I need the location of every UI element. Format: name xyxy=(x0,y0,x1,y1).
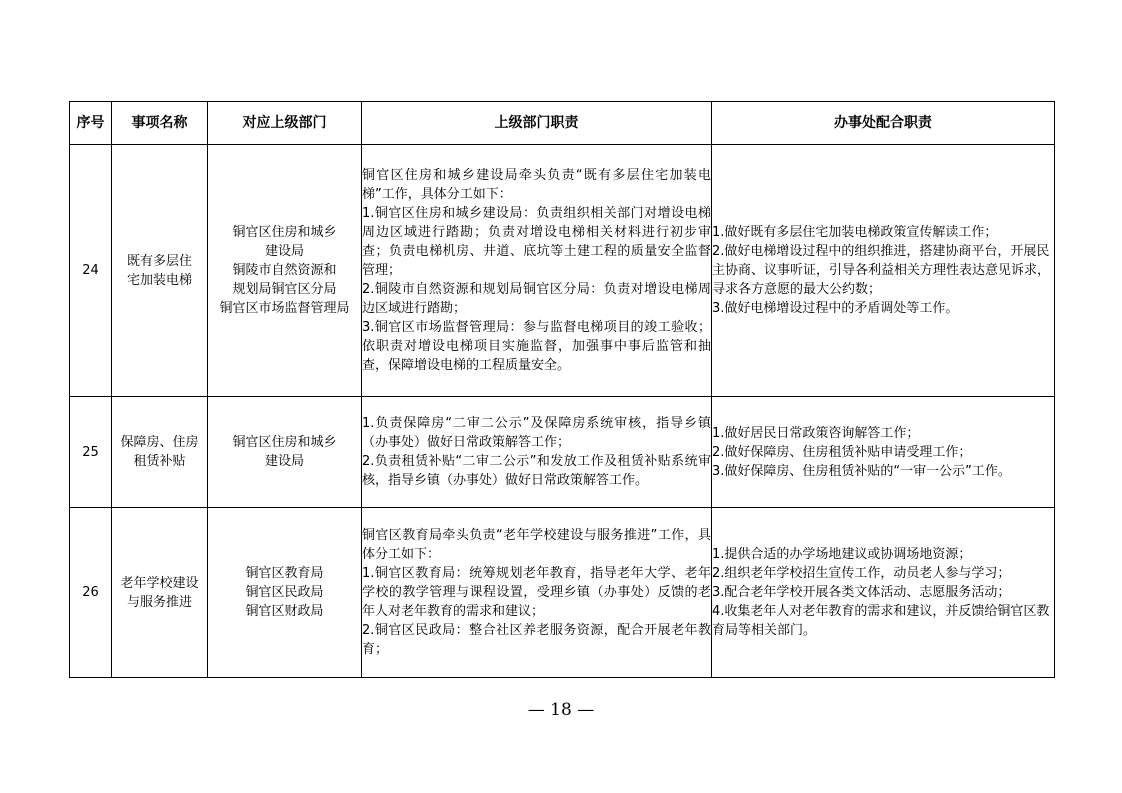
row-number: 25 xyxy=(70,397,112,508)
dept-line: 铜官区民政局 xyxy=(245,585,324,600)
dept-line: 铜官区教育局 xyxy=(245,566,324,581)
page-number: — 18 — xyxy=(527,700,595,720)
responsibility-table xyxy=(69,101,1055,678)
table-row xyxy=(70,397,1055,508)
table-row xyxy=(70,508,1055,678)
office-duties xyxy=(712,145,1055,397)
superior-dept xyxy=(208,145,362,397)
duty-paragraph: 1.提供合适的办学场地建议或协调场地资源； xyxy=(712,547,972,562)
superior-dept xyxy=(208,508,362,678)
dept-line: 建设局 xyxy=(264,244,304,259)
duty-paragraph: 3.配合老年学校开展各类文体活动、志愿服务活动； xyxy=(712,585,1011,600)
duty-paragraph: 2.组织老年学校招生宣传工作，动员老人参与学习； xyxy=(712,566,1011,581)
dept-line: 铜陵市自然资源和 xyxy=(232,263,337,278)
item-name-line: 与服务推进 xyxy=(126,594,192,610)
superior-dept xyxy=(208,397,362,508)
item-name-line: 租赁补贴 xyxy=(133,454,186,469)
table-header-row xyxy=(70,102,1055,145)
duty-paragraph: 3.做好电梯增设过程中的矛盾调处等工作。 xyxy=(712,301,959,316)
dept-line: 建设局 xyxy=(264,454,304,469)
duty-paragraph: 2.负责租赁补贴“二审二公示”和发放工作及租赁补贴系统审核，指导乡镇（办事处）做好日常政策解答工作。 xyxy=(362,454,711,488)
duty-paragraph: 3.铜官区市场监督管理局：参与监督电梯项目的竣工验收；依职责对增设电梯项目实施监督，加强事中事后监管和抽查，保障增设电梯的工程质量安全。 xyxy=(362,320,711,373)
header-superior-duties: 上级部门职责 xyxy=(362,102,712,145)
dept-line: 铜官区住房和城乡 xyxy=(232,225,337,240)
duty-paragraph: 3.做好保障房、住房租赁补贴的“一审一公示”工作。 xyxy=(712,463,1011,479)
duty-paragraph: 1.做好既有多层住宅加装电梯政策宣传解读工作； xyxy=(712,225,998,240)
superior-duties xyxy=(362,508,712,678)
header-seq: 序号 xyxy=(70,102,112,145)
dept-line: 规划局铜官区分局 xyxy=(232,282,337,297)
duty-paragraph: 4.收集老年人对老年教育的需求和建议，并反馈给铜官区教育局等相关部门。 xyxy=(712,604,1050,638)
item-name-line: 宅加装电梯 xyxy=(126,272,192,288)
item-name-line: 老年学校建设 xyxy=(120,575,199,591)
duty-paragraph: 2.铜官区民政局：整合社区养老服务资源，配合开展老年教育； xyxy=(362,623,711,657)
dept-line: 铜官区市场监督管理局 xyxy=(219,301,350,316)
duty-paragraph: 1.铜官区教育局：统筹规划老年教育，指导老年大学、老年学校的教学管理与课程设置，受理乡镇（办事处）反馈的老年人对老年教育的需求和建议； xyxy=(362,566,711,619)
office-duties xyxy=(712,397,1055,508)
header-office-duties: 办事处配合职责 xyxy=(712,102,1055,145)
item-name xyxy=(112,145,208,397)
duty-paragraph: 1.负责保障房“二审二公示”及保障房系统审核，指导乡镇（办事处）做好日常政策解答工作； xyxy=(362,416,711,450)
duty-paragraph: 2.做好电梯增设过程中的组织推进，搭建协商平台，开展民主协商、议事听证，引导各利益相关方理性表达意见诉求，寻求各方意愿的最大公约数； xyxy=(712,244,1051,297)
dept-line: 铜官区财政局 xyxy=(245,604,324,619)
item-name xyxy=(112,508,208,678)
item-name-line: 保障房、住房 xyxy=(120,435,199,450)
duty-paragraph: 2.铜陵市自然资源和规划局铜官区分局：负责对增设电梯周边区域进行踏勘； xyxy=(362,282,711,316)
duty-paragraph: 铜官区教育局牵头负责“老年学校建设与服务推进”工作，具体分工如下： xyxy=(362,528,711,562)
row-number: 24 xyxy=(70,145,112,397)
table-row xyxy=(70,145,1055,397)
duty-paragraph: 1.铜官区住房和城乡建设局：负责组织相关部门对增设电梯周边区域进行踏勘；负责对增设电梯相关材料进行初步审查；负责电梯机房、井道、底坑等土建工程的质量安全监督管理； xyxy=(362,206,711,278)
duty-paragraph: 铜官区住房和城乡建设局牵头负责“既有多层住宅加装电梯”工作，具体分工如下： xyxy=(362,168,711,202)
office-duties xyxy=(712,508,1055,678)
dept-line: 铜官区住房和城乡 xyxy=(232,435,337,450)
duty-paragraph: 1.做好居民日常政策咨询解答工作； xyxy=(712,425,920,441)
row-number: 26 xyxy=(70,508,112,678)
duty-paragraph: 2.做好保障房、住房租赁补贴申请受理工作； xyxy=(712,444,972,460)
superior-duties xyxy=(362,145,712,397)
item-name-line: 既有多层住 xyxy=(126,253,192,269)
header-item-name: 事项名称 xyxy=(112,102,208,145)
superior-duties xyxy=(362,397,712,508)
header-superior-dept: 对应上级部门 xyxy=(208,102,362,145)
item-name xyxy=(112,397,208,508)
